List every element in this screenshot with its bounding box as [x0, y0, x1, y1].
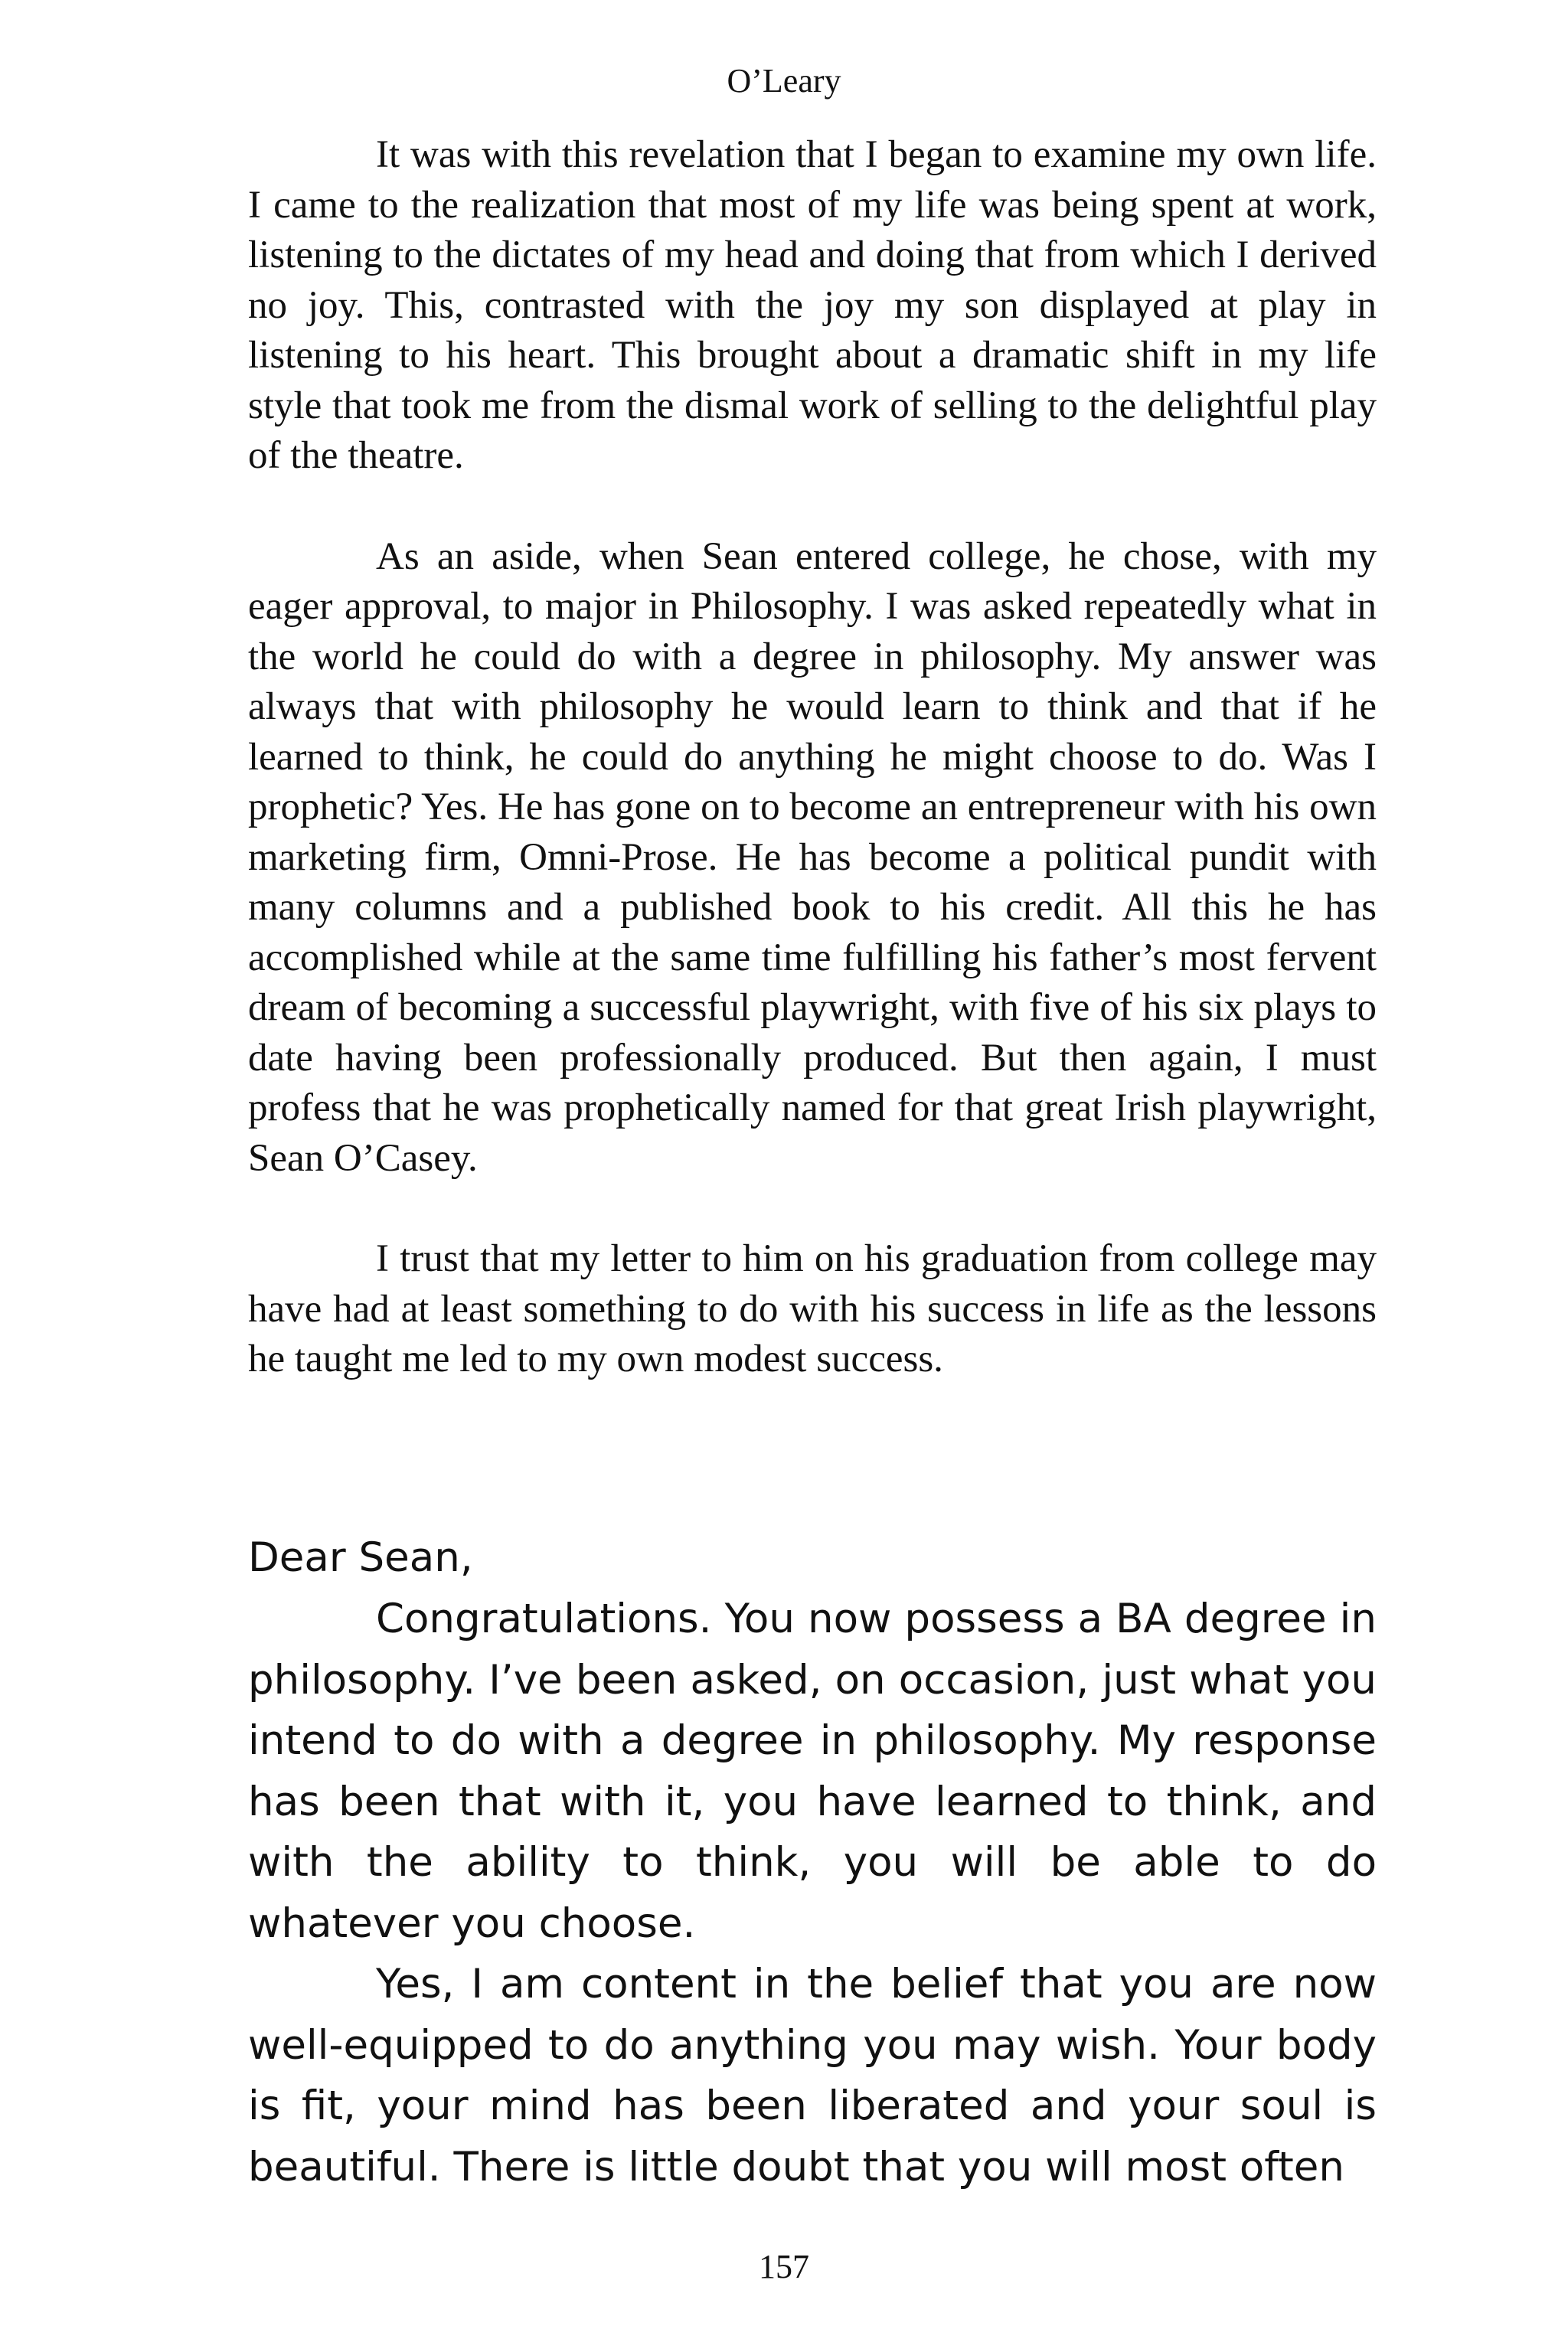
paragraph-aside: As an aside, when Sean entered college, he chose, with my eager approval, to major in Philosophy. I was asked repeatedly what in the world he could do with a degree in philosophy. My answer was always that with philosophy he would learn to think and that if he learned to think, he could do anything he might choose to do. Was I prophetic? Yes. He has gone on to become an entrepreneur with his own marketing firm, Omni-Prose. He has become a political pundit with many columns and a published book to his credit. All this he has accomplished while at the same time fulfilling his father’s most fervent dream of becoming a successful playwright, with five of his six plays to date having been professionally produced. But then again, I must profess that he was prophetically named for that great Irish playwright, Sean O’Casey. [248, 534, 1377, 1180]
letter [248, 1527, 1377, 2197]
paragraph-trust: I trust that my letter to him on his graduation from college may have had at least something to do with his success in life as the lessons he taught me led to my own modest success. [248, 1237, 1377, 1380]
running-head: O’Leary [727, 62, 841, 100]
letter-paragraph-congratulations: Congratulations. You now possess a BA degree in philosophy. I’ve been asked, on occasion, just what you intend to do with a degree in philosophy. My response has been that with it, you have learned to think, and with the ability to think, you will be able to do whatever you choose. [248, 1596, 1377, 1947]
page-number: 157 [759, 2248, 809, 2285]
body-text [248, 130, 1377, 1385]
letter-paragraph-content: Yes, I am content in the belief that you are now well-equipped to do anything you may wish. Your body is fit, your mind has been liberated and your soul is beautiful. There is little doubt that you will most often [248, 1961, 1377, 2190]
paragraph-revelation: It was with this revelation that I began to examine my own life. I came to the realization that most of my life was being spent at work, listening to the dictates of my head and doing that from which I derived no joy. This, contrasted with the joy my son displayed at play in listening to his heart. This brought about a dramatic shift in my life style that took me from the dismal work of selling to the delightful play of the theatre. [248, 133, 1377, 477]
letter-salutation: Dear Sean, [248, 1534, 473, 1581]
